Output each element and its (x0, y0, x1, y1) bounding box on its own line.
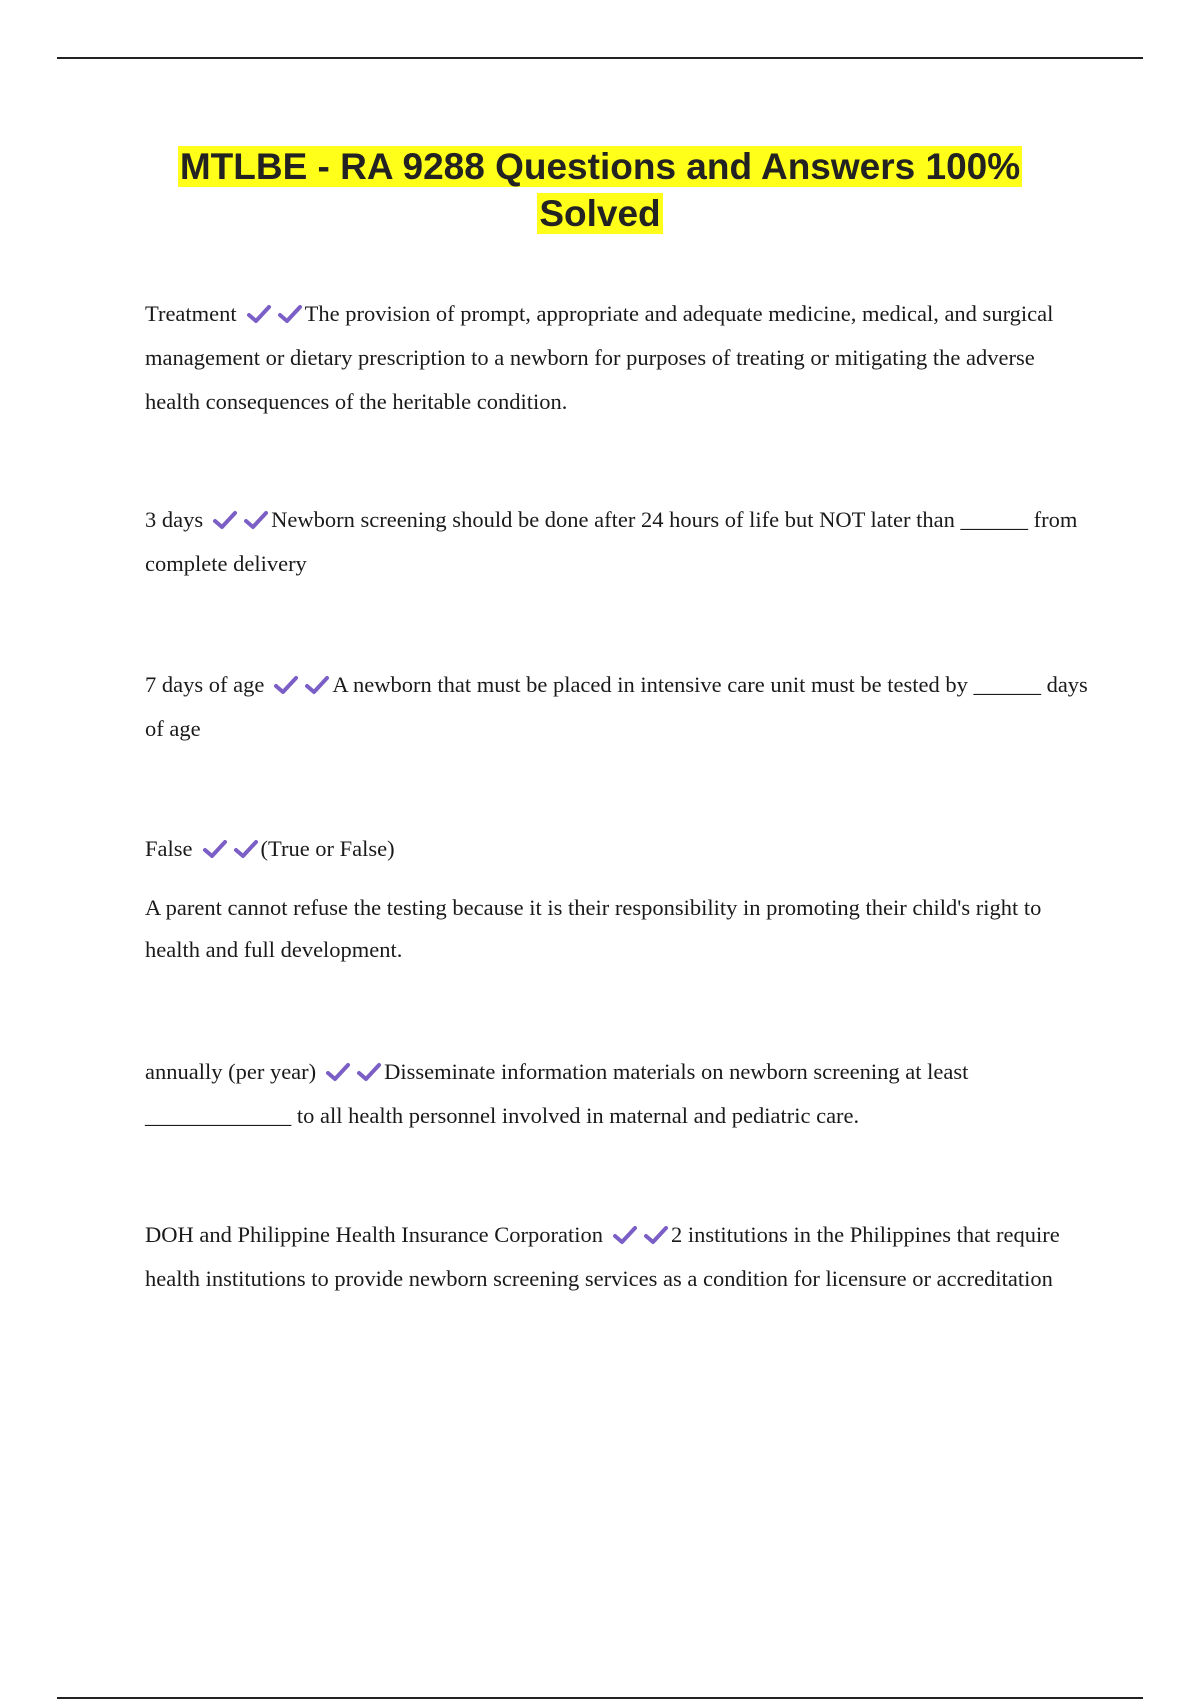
checkmark-icon (246, 304, 272, 324)
bottom-rule (57, 1697, 1143, 1699)
qa-paragraph (145, 827, 1095, 871)
checkmark-icon (202, 839, 228, 859)
qa-paragraph (145, 1050, 1095, 1138)
checkmark-icon (273, 675, 299, 695)
qa-term: 7 days of age (145, 672, 265, 697)
qa-definition: A newborn that must be placed in intensive care unit must be tested by ______ days of age (145, 672, 1088, 741)
qa-definition: 2 institutions in the Philippines that require health institutions to provide newborn screening services as a condition for licensure or accreditation (145, 1222, 1060, 1291)
checkmark-icon (233, 839, 259, 859)
qa-item (145, 663, 1095, 751)
checkmark-icon (356, 1062, 382, 1082)
qa-definition: (True or False) (260, 836, 395, 861)
checkmark-icon (304, 675, 330, 695)
document-title (0, 143, 1200, 237)
qa-definition: Disseminate information materials on newborn screening at least _____________ to all health personnel involved in maternal and pediatric care. (145, 1059, 969, 1128)
title-line-1: MTLBE - RA 9288 Questions and Answers 100% (179, 146, 1021, 187)
qa-definition: Newborn screening should be done after 24 hours of life but NOT later than ______ from complete delivery (145, 507, 1078, 576)
checkmark-icon (643, 1225, 669, 1245)
qa-item (145, 1050, 1095, 1138)
checkmark-icon (612, 1225, 638, 1245)
qa-extra-text: A parent cannot refuse the testing because it is their responsibility in promoting their child's right to health and full development. (145, 895, 1042, 962)
checkmark-icon (277, 304, 303, 324)
checkmark-icon (243, 510, 269, 530)
qa-item (145, 292, 1095, 424)
qa-paragraph (145, 498, 1095, 586)
checkmark-icon (212, 510, 238, 530)
qa-term: Treatment (145, 301, 237, 326)
top-rule (57, 57, 1143, 59)
qa-paragraph (145, 1213, 1095, 1301)
checkmark-icon (325, 1062, 351, 1082)
qa-paragraph (145, 292, 1095, 424)
qa-term: annually (per year) (145, 1059, 317, 1084)
qa-term: False (145, 836, 193, 861)
qa-paragraph (145, 663, 1095, 751)
qa-term: 3 days (145, 507, 204, 532)
title-line-2: Solved (539, 193, 661, 234)
qa-item (145, 498, 1095, 586)
qa-item (145, 1213, 1095, 1301)
qa-term: DOH and Philippine Health Insurance Corporation (145, 1222, 604, 1247)
qa-definition: The provision of prompt, appropriate and adequate medicine, medical, and surgical management or dietary prescription to a newborn for purposes of treating or mitigating the adverse health consequences of the heritable condition. (145, 301, 1054, 414)
qa-item (145, 827, 1095, 971)
